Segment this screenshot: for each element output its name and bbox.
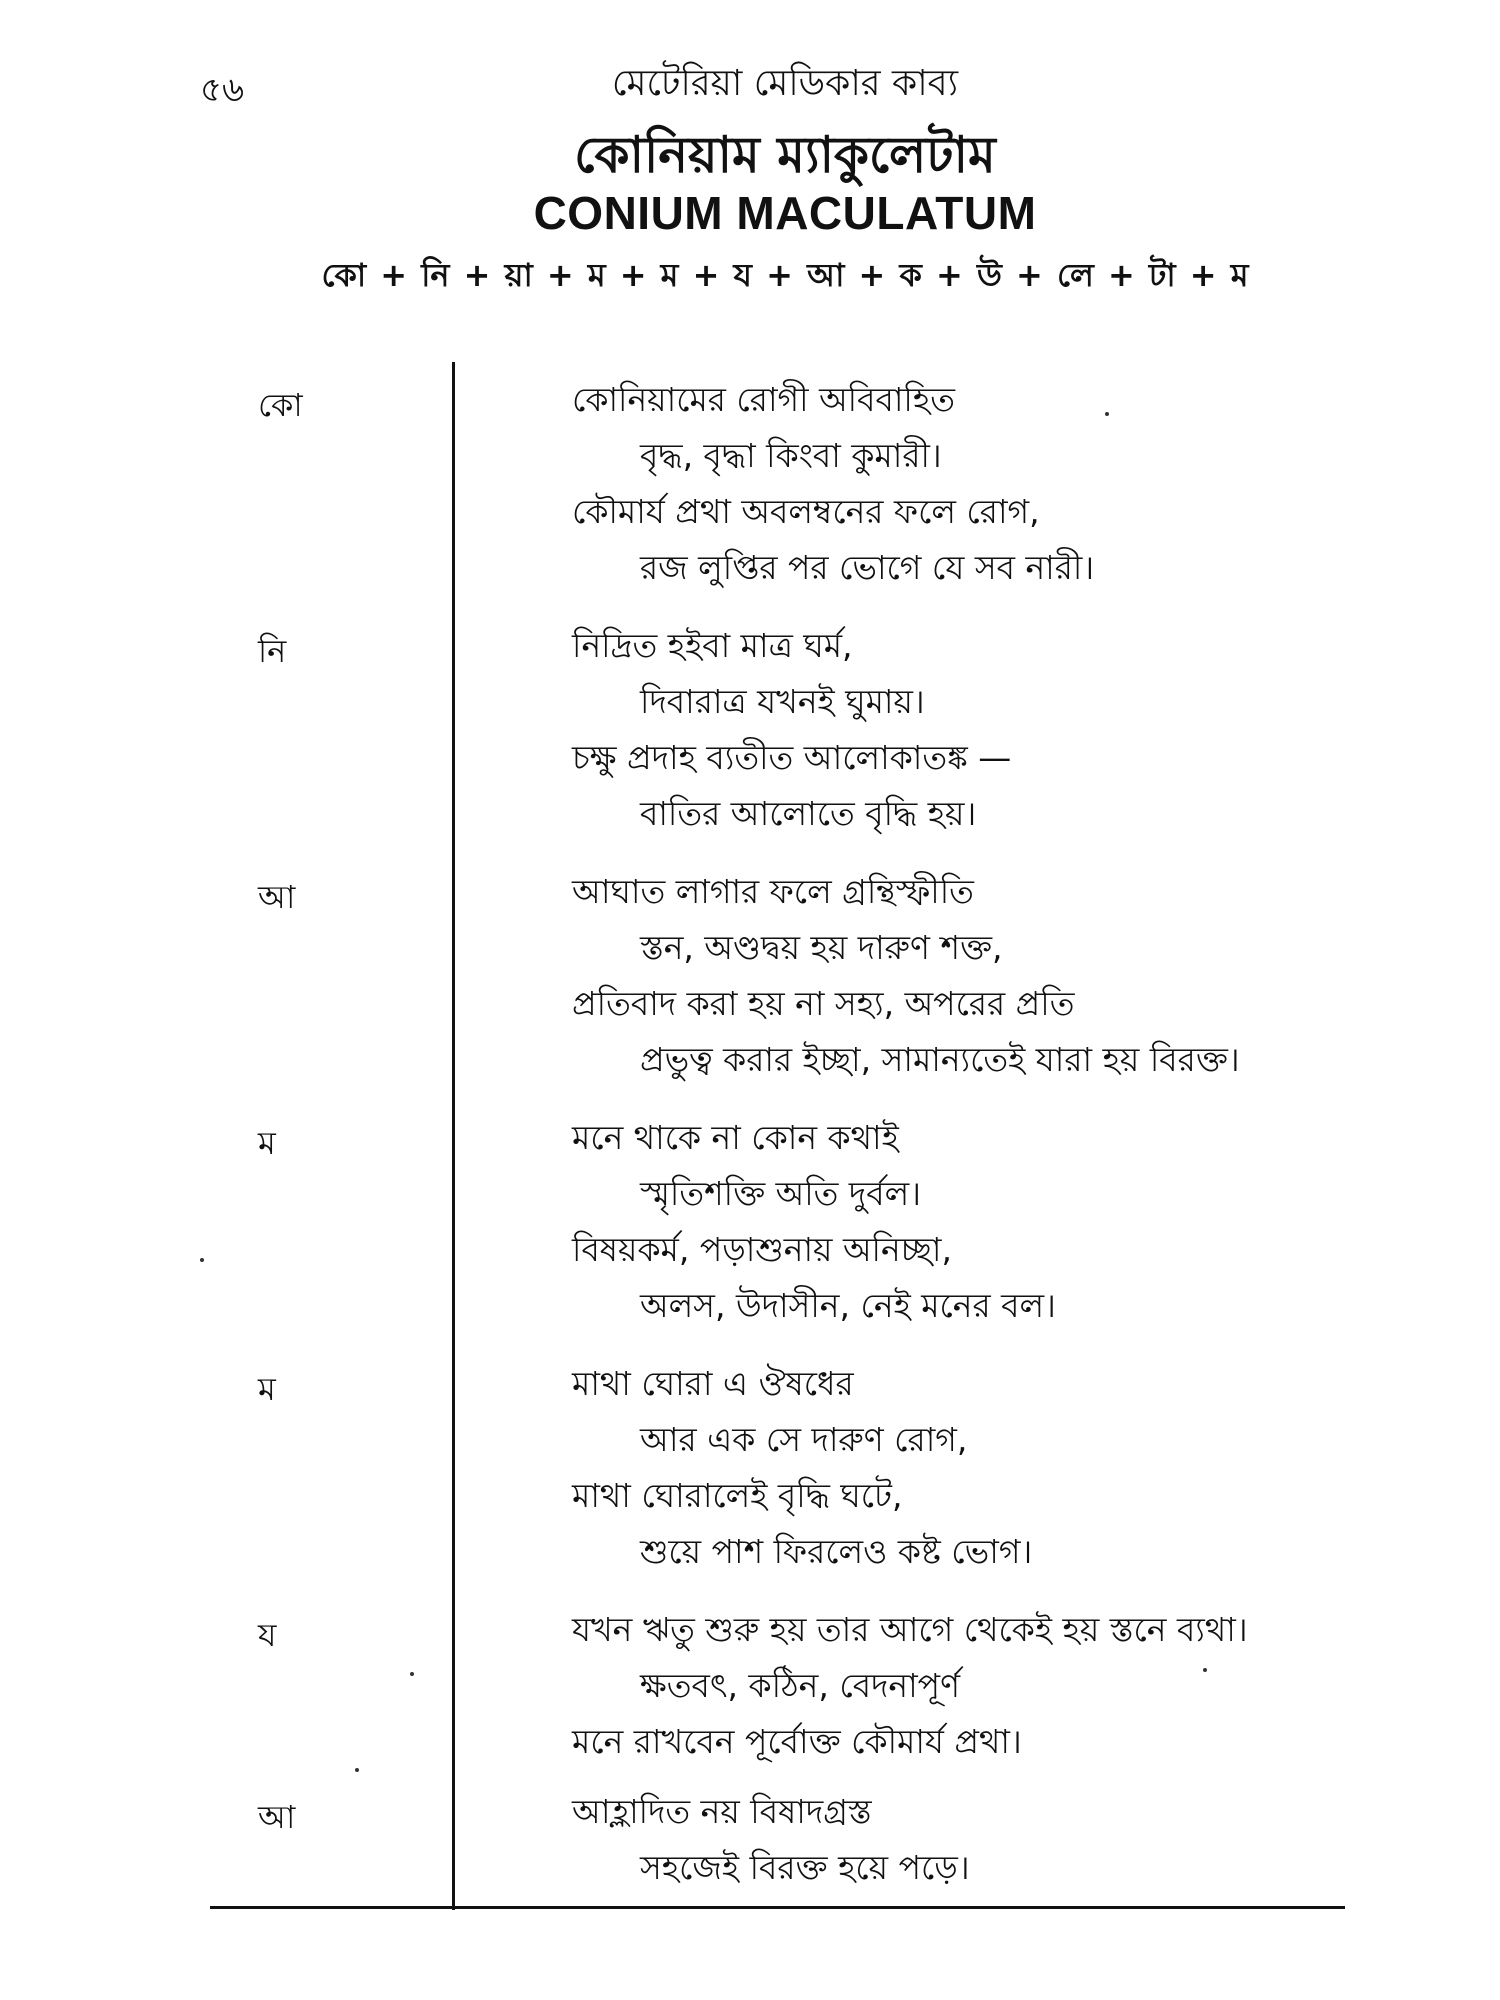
stanza-letter: ম [258,1124,276,1162]
verse-line: স্মৃতিশক্তি অতি দুর্বল। [640,1174,921,1213]
verse-line: প্রতিবাদ করা হয় না সহ্য, অপরের প্রতি [572,984,1075,1023]
verse-line: অলস, উদাসীন, নেই মনের বল। [640,1286,1056,1325]
stanza-letter: ম [258,1370,276,1408]
verse-line: দিবারাত্র যখনই ঘুমায়। [640,682,925,721]
scan-speck [200,1258,204,1262]
verse-line: ক্ষতবৎ, কঠিন, বেদনাপূর্ণ [640,1666,961,1705]
verse-line: আহ্লাদিত নয় বিষাদগ্রস্ত [572,1792,872,1831]
verse-line: শুয়ে পাশ ফিরলেও কষ্ট ভোগ। [640,1532,1033,1571]
verse-line: বিষয়কর্ম, পড়াশুনায় অনিচ্ছা, [572,1230,952,1269]
verse-line: বাতির আলোতে বৃদ্ধি হয়। [640,794,977,833]
verse-line: স্তন, অণ্ডদ্বয় হয় দারুণ শক্ত, [640,928,1003,967]
verse-line: নিদ্রিত হইবা মাত্র ঘর্ম, [572,626,853,665]
verse-line: চক্ষু প্রদাহ ব্যতীত আলোকাতঙ্ক — [572,738,1012,777]
verse-line: যখন ঋতু শুরু হয় তার আগে থেকেই হয় স্তনে ব্যথা। [572,1610,1248,1649]
bottom-rule [210,1906,1345,1909]
column-divider [452,362,455,1910]
syllable-breakdown: কো + নি + য়া + ম + ম + য + আ + ক + উ + লে + টা + ম [321,256,1249,294]
page-number: ৫৬ [200,70,245,110]
verse-line: রজ লুপ্তির পর ভোগে যে সব নারী। [640,548,1095,587]
scan-speck [1105,412,1109,416]
page-title-bengali: কোনিয়াম ম্যাকুলেটাম [574,126,996,184]
verse-line: মাথা ঘোরা এ ঔষধের [572,1364,854,1403]
page-title-english: CONIUM MACULATUM [533,187,1037,239]
stanza-letter: নি [258,632,287,670]
verse-line: সহজেই বিরক্ত হয়ে পড়ে। [640,1848,970,1887]
verse-line: আঘাত লাগার ফলে গ্রন্থিস্ফীতি [572,872,974,911]
verse-line: কোনিয়ামের রোগী অবিবাহিত [572,380,955,419]
stanza-letter: য [258,1616,277,1654]
verse-line: আর এক সে দারুণ রোগ, [640,1420,968,1459]
scan-speck [410,1672,414,1676]
verse-line: মনে রাখবেন পূর্বোক্ত কৌমার্য প্রথা। [572,1722,1022,1761]
verse-line: মনে থাকে না কোন কথাই [572,1118,899,1157]
scan-speck [355,1768,359,1772]
stanza-letter: কো [258,386,303,424]
verse-line: মাথা ঘোরালেই বৃদ্ধি ঘটে, [572,1476,903,1515]
stanza-letter: আ [258,878,296,916]
stanza-letter: আ [258,1798,296,1836]
verse-line: কৌমার্য প্রথা অবলম্বনের ফলে রোগ, [572,492,1040,531]
running-head: মেটেরিয়া মেডিকার কাব্য [611,63,959,104]
scan-speck [1203,1668,1207,1672]
verse-line: প্রভুত্ব করার ইচ্ছা, সামান্যতেই যারা হয় বিরক্ত। [640,1040,1240,1079]
verse-line: বৃদ্ধ, বৃদ্ধা কিংবা কুমারী। [640,436,942,475]
